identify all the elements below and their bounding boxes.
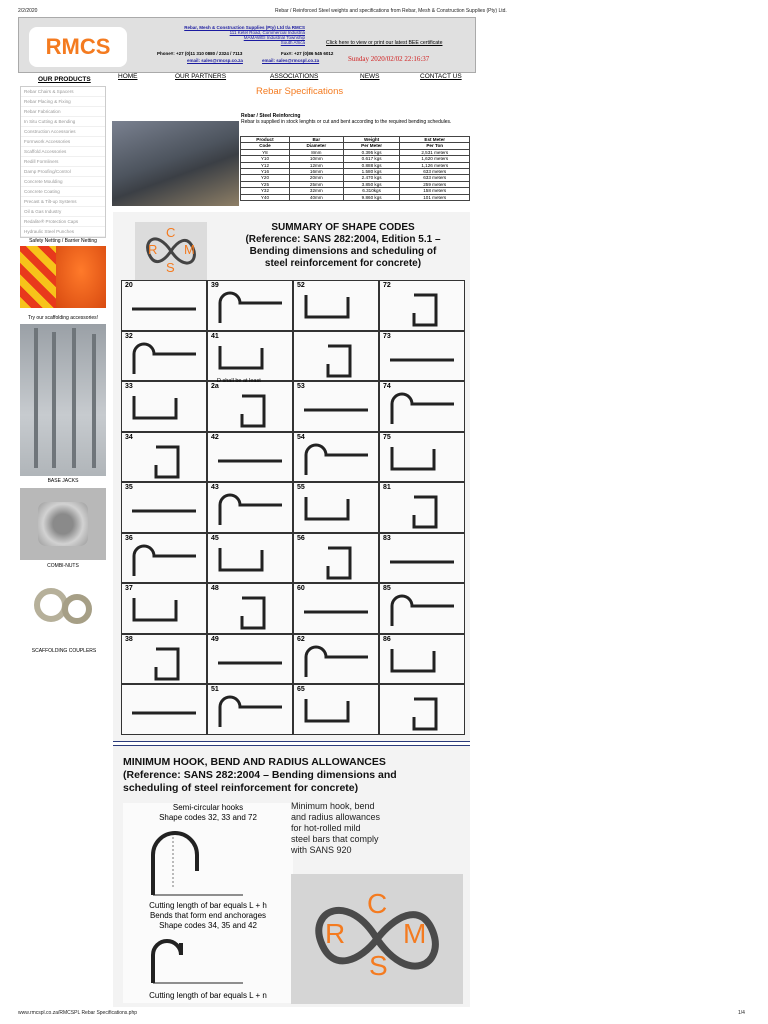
bar-shape-path (392, 649, 434, 671)
nav-home[interactable]: HOME (118, 73, 138, 80)
bar-shape-drawing (122, 332, 208, 382)
main-nav (0, 73, 476, 83)
bar-shape-drawing (380, 382, 466, 432)
rebar-description: Rebar is supplied in stock lenghts or cut and bent according to the required bending schedules. (241, 119, 452, 125)
shape-code-number: 75 (383, 433, 391, 441)
logo-letter-s: S (166, 260, 175, 275)
table-cell: 0.395 kgs (343, 149, 400, 155)
shape-title-line2: (Reference: SANS 282:2004, Edition 5.1 – (245, 234, 441, 245)
semi-hooks-line1: Semi-circular hooks (172, 803, 244, 812)
bar-shape-path (134, 396, 176, 418)
hook-desc-line3: for hot-rolled mild (291, 823, 361, 833)
bar-shape-path (220, 293, 282, 323)
table-header-cell: Code (241, 143, 290, 149)
semi-hooks-line2: Shape codes 32, 33 and 72 (159, 813, 257, 822)
table-cell: 2,531 meters (400, 149, 470, 155)
rebar-subtitle: Rebar / Steel Reinforcing (241, 113, 301, 119)
shape-code-cell (379, 432, 465, 483)
shape-title-line4: steel reinforcement for concrete) (264, 258, 422, 269)
shape-code-cell (207, 280, 293, 331)
shape-title-line3: Bending dimensions and scheduling of (249, 246, 437, 257)
shape-code-number: 35 (125, 484, 133, 491)
nav-associations[interactable]: ASSOCIATIONS (270, 73, 319, 80)
shape-code-cell (121, 634, 207, 685)
shape-code-cell (121, 482, 207, 533)
hook-allowances-chart (113, 745, 470, 1007)
shape-code-cell (379, 684, 465, 735)
table-cell: 6.310kgs (343, 188, 400, 194)
table-cell: 633 meters (400, 169, 470, 175)
bar-shape-path (414, 699, 436, 729)
table-cell: 0.617 kgs (343, 156, 400, 162)
bar-shape-drawing (380, 584, 466, 634)
bar-shape-path (414, 497, 436, 527)
shape-code-number: 49 (211, 635, 219, 643)
bar-shape-drawing (294, 534, 380, 584)
bar-shape-path (134, 344, 196, 374)
shape-code-number: 37 (125, 585, 133, 592)
table-cell: Y16 (241, 169, 290, 175)
hook-title (123, 756, 397, 795)
table-cell: 20mm (289, 175, 343, 181)
bar-shape-path (242, 396, 264, 426)
shape-code-cell (207, 482, 293, 533)
sidebar-item[interactable]: Precast & Tilt-up Systems (21, 197, 105, 207)
rebar-spec-title: Rebar Specifications (256, 86, 344, 97)
table-header-cell: Bar (289, 137, 343, 143)
bar-shape-drawing (122, 382, 208, 432)
shape-code-cell (121, 684, 207, 735)
table-cell: 25mm (289, 181, 343, 187)
bar-shape-path (220, 548, 262, 570)
logo-letter-c: C (166, 225, 176, 240)
bar-shape-drawing (294, 635, 380, 685)
bee-certificate-link[interactable]: Click here to view or print our latest BEE certificate (326, 40, 443, 46)
caption-base-jacks: BASE JACKS (47, 478, 79, 484)
bar-shape-drawing (208, 281, 294, 331)
bar-shape-drawing (294, 433, 380, 483)
caption-couplers: SCAFFOLDING COUPLERS (31, 648, 97, 654)
table-cell: 1,126 meters (400, 162, 470, 168)
logo-large-m: M (403, 918, 427, 949)
table-cell: 12mm (289, 162, 343, 168)
table-cell: 158 meters (400, 188, 470, 194)
shape-code-cell (121, 280, 207, 331)
shape-code-number: 52 (297, 282, 305, 289)
shape-code-cell (379, 533, 465, 584)
shape-code-number: 83 (383, 534, 391, 542)
shape-code-cell (379, 634, 465, 685)
hook-title-line2: (Reference: SANS 282:2004 – Bending dimensions and (123, 769, 397, 781)
sidebar-item[interactable]: Oil & Gas Industry (21, 207, 105, 217)
print-title: Rebar / Reinforced Steel weights and specifications from Rebar, Mesh & Construction Supplies (Pty) Ltd. (275, 8, 507, 14)
bar-shape-drawing (294, 382, 380, 432)
bar-shape-drawing (122, 584, 208, 634)
bar-shape-drawing (380, 534, 466, 584)
shape-code-number: 60 (297, 585, 305, 592)
shape-code-number: 38 (125, 635, 133, 643)
bar-shape-drawing (208, 534, 294, 584)
table-cell: 32mm (289, 188, 343, 194)
shape-codes-chart (113, 212, 470, 742)
email-link-2[interactable]: email: sales@rmcspl.co.za (262, 58, 320, 63)
shape-code-cell (379, 280, 465, 331)
bar-shape-path (414, 295, 436, 325)
bar-shape-path (306, 647, 368, 677)
logo-letter-r: R (148, 242, 158, 257)
shape-code-cell (121, 533, 207, 584)
nav-contact-us[interactable]: CONTACT US (420, 73, 462, 80)
shape-code-number: 32 (125, 332, 133, 340)
bar-shape-drawing (380, 281, 466, 331)
bar-shape-drawing (208, 635, 294, 685)
hook-desc-line5: with SANS 920 (291, 845, 352, 855)
rmcs-logo[interactable]: RMCS (29, 27, 127, 67)
bar-shape-path (306, 497, 348, 519)
couplers-image[interactable] (20, 578, 106, 640)
shape-code-cell (293, 583, 379, 634)
shape-code-cell (207, 331, 293, 382)
shape-code-number: 81 (383, 484, 391, 491)
table-cell: 2.470 kgs (343, 175, 400, 181)
print-date: 2/2/2020 (18, 8, 38, 14)
sidebar-item[interactable]: Rebar Chairs & Spacers (21, 87, 105, 97)
bar-shape-drawing (380, 433, 466, 483)
print-page: 1/4 (738, 1010, 745, 1016)
bar-shape-path (242, 598, 264, 628)
bar-shape-path (328, 548, 350, 578)
hook-title-line1: MINIMUM HOOK, BEND AND RADIUS ALLOWANCES (123, 756, 386, 768)
table-header-cell: Est Meter (400, 137, 470, 143)
bar-shape-drawing (380, 635, 466, 685)
shape-code-number: 2a (211, 383, 219, 390)
shape-code-number: 72 (383, 282, 391, 289)
table-cell: Y10 (241, 156, 290, 162)
table-header-cell: Product (241, 137, 290, 143)
netting-image[interactable] (20, 246, 106, 308)
bar-shape-drawing (380, 685, 466, 735)
datetime-display: Sunday 2020/02/02 22:16:37 (348, 55, 430, 63)
shape-code-number: 48 (211, 585, 219, 592)
shape-code-number: 43 (211, 484, 219, 491)
bar-shape-drawing (122, 433, 208, 483)
bar-shape-drawing (122, 483, 208, 533)
shape-code-cell (293, 381, 379, 432)
bar-shape-drawing (208, 332, 294, 382)
shape-code-number: 51 (211, 686, 219, 693)
company-name[interactable]: Rebar, Mesh & Construction Supplies (Pty) Ltd t/a RMCS (184, 25, 305, 30)
bends-line2: Shape codes 34, 35 and 42 (159, 921, 257, 930)
table-cell: 0.888 kgs (343, 162, 400, 168)
bar-shape-path (156, 649, 178, 679)
shape-code-number: 85 (383, 585, 391, 592)
shape-code-number: 86 (383, 635, 391, 643)
shape-code-cell (207, 684, 293, 735)
shape-title-line1: SUMMARY OF SHAPE CODES (271, 222, 415, 233)
nav-news[interactable]: NEWS (360, 73, 380, 80)
bend-label-group (123, 901, 293, 931)
bar-shape-drawing (294, 332, 380, 382)
address-line2: MAMAWEI Industrial Township (243, 35, 305, 40)
bar-shape-path (306, 445, 368, 475)
shape-code-number: 41 (211, 332, 219, 340)
bar-shape-path (392, 596, 454, 626)
table-cell: 1.580 kgs (343, 169, 400, 175)
sidebar-item[interactable]: Formwork Accessories (21, 137, 105, 147)
table-cell: 10mm (289, 156, 343, 162)
hook-desc-line2: and radius allowances (291, 812, 381, 822)
bar-shape-drawing (208, 382, 294, 432)
bar-shape-drawing (294, 685, 380, 735)
table-cell: 1,620 meters (400, 156, 470, 162)
shape-code-cell (293, 533, 379, 584)
bar-shape-path (220, 697, 282, 727)
email-link-1[interactable]: email: sales@rmcsp.co.za (187, 58, 243, 63)
caption-netting: Safety Netting / Barrier Netting (29, 238, 97, 244)
fax-number: Fax#: +27 (0)86 545 6012 (281, 51, 334, 56)
shape-code-number: 74 (383, 383, 391, 390)
product-sidebar (20, 86, 106, 238)
semi-hooks-label (123, 803, 293, 823)
logo-large-r: R (325, 918, 346, 949)
hook-desc-line4: steel bars that comply (291, 834, 379, 844)
shape-code-number: 62 (297, 635, 305, 643)
logo-letter-m: M (184, 242, 195, 257)
shape-code-cell (293, 280, 379, 331)
sidebar-item[interactable]: Damp Proofing/Control (21, 167, 105, 177)
rcsm-logo-large (291, 874, 463, 1004)
hook-desc-line1: Minimum hook, bend (291, 801, 375, 811)
shape-code-cell (379, 331, 465, 382)
bar-shape-path (156, 447, 178, 477)
table-cell: 8mm (289, 149, 343, 155)
bar-shape-path (134, 546, 196, 576)
shape-code-number: 34 (125, 433, 133, 441)
shape-code-cell (121, 331, 207, 382)
logo-large-c: C (367, 888, 388, 919)
shape-code-number: 45 (211, 534, 219, 542)
bar-shape-drawing (380, 332, 466, 382)
bar-shape-drawing (294, 584, 380, 634)
bar-shape-drawing (294, 483, 380, 533)
bar-shape-drawing (208, 584, 294, 634)
table-cell: Y20 (241, 175, 290, 181)
bends-line1: Bends that form end anchorages (149, 911, 267, 920)
shape-code-cell (293, 634, 379, 685)
bar-shape-path (392, 394, 454, 424)
sidebar-item[interactable]: Construction Accessories (21, 127, 105, 137)
rcsm-logo (135, 222, 207, 280)
bar-shape-drawing (208, 433, 294, 483)
table-cell: Y25 (241, 181, 290, 187)
table-header-cell: Weight (343, 137, 400, 143)
shape-code-cell (293, 331, 379, 382)
shape-codes-title (223, 222, 463, 270)
shape-code-number: 55 (297, 484, 305, 491)
phone-number: Phone#: +27 (0)11 310 0880 / 2324 / 7113 (157, 51, 243, 56)
shape-code-cell (207, 634, 293, 685)
hook-diagram (123, 803, 293, 1003)
shape-code-cell (293, 432, 379, 483)
combi-nuts-image[interactable] (20, 488, 106, 560)
bar-shape-drawing (380, 483, 466, 533)
table-cell: 40mm (289, 194, 343, 200)
bar-shape-drawing (122, 685, 208, 735)
table-cell: 9.860 kgs (343, 194, 400, 200)
sidebar-item[interactable]: Redalite® Protection Caps (21, 217, 105, 227)
address-line3: South Africa (280, 40, 305, 45)
bar-shape-path (328, 346, 350, 376)
table-header-cell: Per Ton (400, 143, 470, 149)
shape-code-cell (207, 533, 293, 584)
table-cell: 259 meters (400, 181, 470, 187)
shape-code-number: 39 (211, 282, 219, 289)
cut-length-2: Cutting length of bar equals L + n (149, 991, 267, 1000)
table-cell: 16mm (289, 169, 343, 175)
shape-code-cell (379, 381, 465, 432)
shape-code-number: 33 (125, 383, 133, 390)
sidebar-item[interactable]: In Situ Cutting & Bending (21, 117, 105, 127)
table-cell: Y8 (241, 149, 290, 155)
print-url: www.rmcspl.co.za/RMCSPL Rebar Specifications.php (18, 1010, 138, 1016)
address-line1: 111 Ketel Road, Commercial Industria (229, 30, 305, 35)
bar-shape-path (392, 447, 434, 469)
base-jacks-image[interactable] (20, 324, 106, 476)
shape-code-cell (293, 684, 379, 735)
shape-code-number: 36 (125, 534, 133, 542)
table-cell: 633 meters (400, 175, 470, 181)
sidebar-item[interactable]: Concrete Coating (21, 187, 105, 197)
shape-code-cell (293, 482, 379, 533)
rebar-table (240, 136, 470, 201)
sidebar-item[interactable]: Rebar Fabrication (21, 107, 105, 117)
hook-description (291, 801, 380, 856)
shape-code-cell (379, 482, 465, 533)
bar-shape-path (306, 295, 348, 317)
cut-length-1: Cutting length of bar equals L + h (149, 901, 267, 910)
shape-code-cell (207, 583, 293, 634)
sidebar-item[interactable]: Redill Formliners (21, 157, 105, 167)
logo-large-s: S (369, 950, 388, 981)
bar-shape-drawing (208, 483, 294, 533)
bar-shape-path (134, 598, 176, 620)
hook-title-line3: scheduling of steel reinforcement for concrete) (123, 782, 359, 794)
sidebar-item[interactable]: Hydraulic Steel Punches (21, 227, 105, 237)
table-cell: Y32 (241, 188, 290, 194)
site-header (18, 17, 476, 73)
shape-code-number: 42 (211, 433, 219, 441)
table-header-cell: Diameter (289, 143, 343, 149)
caption-scaffolding[interactable]: Try our scaffolding accessories! (27, 315, 99, 321)
table-header-cell: Per Meter (343, 143, 400, 149)
table-row (241, 194, 470, 200)
bar-shape-drawing (122, 635, 208, 685)
shape-code-number: 53 (297, 383, 305, 390)
nav-our-partners[interactable]: OUR PARTNERS (175, 73, 227, 80)
bar-shape-drawing (294, 281, 380, 331)
shape-code-number: 54 (297, 433, 305, 441)
shape-code-number: 56 (297, 534, 305, 542)
shape-code-number: 73 (383, 332, 391, 340)
sidebar-item[interactable]: Scaffold Accessories (21, 147, 105, 157)
bar-shape-drawing (122, 281, 208, 331)
rebar-photo (112, 121, 239, 206)
shape-note: D shall be at least (217, 378, 261, 384)
shape-code-cell (121, 583, 207, 634)
bar-shape-drawing (208, 685, 294, 735)
table-cell: 101 meters (400, 194, 470, 200)
shape-code-cell (207, 432, 293, 483)
shape-code-number: 20 (125, 282, 133, 289)
bar-shape-path (220, 346, 262, 368)
nav-our-products[interactable]: OUR PRODUCTS (38, 76, 91, 83)
shape-code-cell (207, 381, 293, 432)
shape-code-number: 65 (297, 686, 305, 693)
shape-code-cell (379, 583, 465, 634)
shape-code-cell (121, 381, 207, 432)
sidebar-item[interactable]: Concrete Moulding (21, 177, 105, 187)
bar-shape-path (220, 495, 282, 525)
sidebar-item[interactable]: Rebar Placing & Fixing (21, 97, 105, 107)
table-cell: 3.850 kgs (343, 181, 400, 187)
caption-combi-nuts: COMBI-NUTS (47, 563, 79, 569)
bar-shape-path (306, 699, 348, 721)
bar-shape-drawing (122, 534, 208, 584)
table-cell: Y40 (241, 194, 290, 200)
table-cell: Y12 (241, 162, 290, 168)
shape-code-cell (121, 432, 207, 483)
